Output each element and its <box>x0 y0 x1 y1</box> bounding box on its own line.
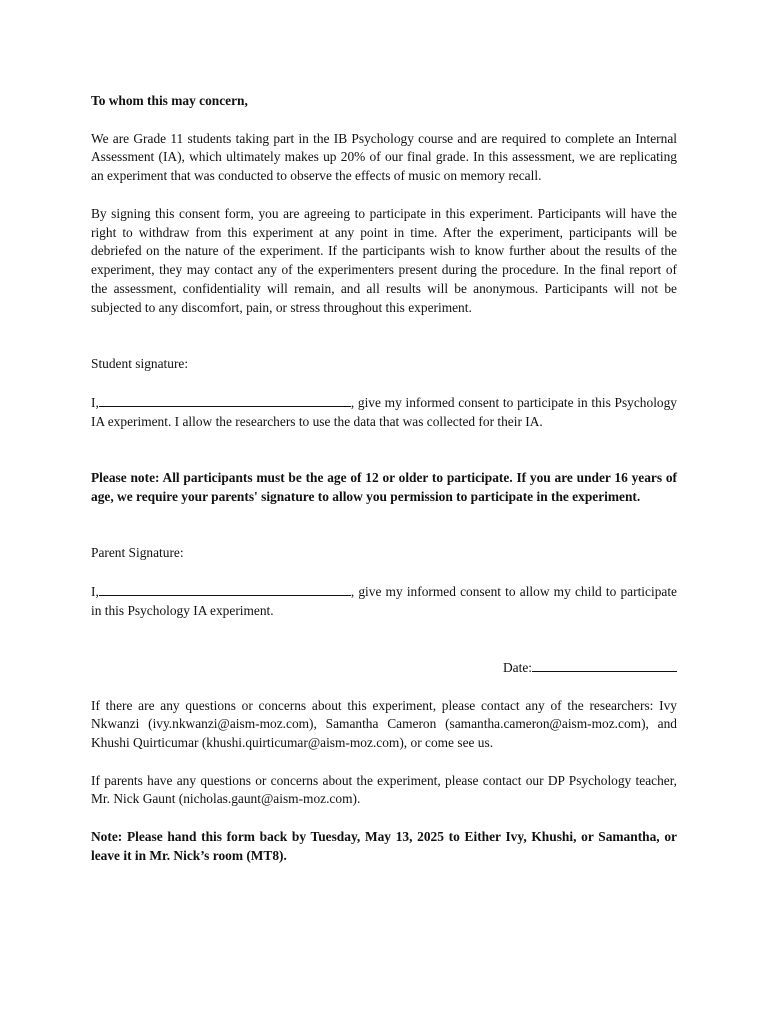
greeting: To whom this may concern, <box>91 93 248 108</box>
student-name-field[interactable] <box>99 393 351 407</box>
date-row <box>91 658 677 678</box>
student-statement-text: , give my informed consent to participate in this Psychology IA experiment. I allow the researchers to use the data that was collected for their IA. <box>91 394 677 429</box>
teacher-contact: If parents have any questions or concerns about the experiment, please contact our DP Psychology teacher, Mr. Nick Gaunt (nicholas.gaunt@aism-moz.com). <box>91 772 677 807</box>
intro-paragraph: We are Grade 11 students taking part in the IB Psychology course and are required to complete an Internal Assessment (IA), which ultimately makes up 20% of our final grade. In this assessment, we are replicating an experiment that was conducted to observe the effects of music on memory recall. <box>91 130 677 184</box>
consent-form <box>91 92 677 866</box>
parent-signature-label: Parent Signature: <box>91 545 184 561</box>
date-field[interactable] <box>532 658 677 672</box>
researcher-contacts: If there are any questions or concerns about this experiment, please contact any of the researchers: Ivy Nkwanzi (ivy.nkwanzi@aism-moz.com), Samantha Cameron (samantha.cameron@aism-moz.com), and Khushi Quirticumar (khushi.quirticumar@aism-moz.com), or come see us. <box>91 697 677 751</box>
consent-info-paragraph: By signing this consent form, you are agreeing to participate in this experiment. Participants will have the right to withdraw from this experiment at any point in time. After the experiment, participants will be debriefed on the nature of the experiment. If the participants wish to know further about the results of the experiment, they may contact any of the experimenters present during the procedure. In the final report of the assessment, confidentiality will remain, and all results will be anonymous. Participants will not be subjected to any discomfort, pain, or stress throughout this experiment. <box>91 205 677 315</box>
return-note: Note: Please hand this form back by Tuesday, May 13, 2025 to Either Ivy, Khushi, or Samantha, or leave it in Mr. Nick’s room (MT8). <box>91 829 677 863</box>
parent-name-field[interactable] <box>99 582 351 596</box>
student-signature-label: Student signature: <box>91 356 189 372</box>
date-label: Date: <box>503 659 532 675</box>
parent-prefix: I, <box>91 583 99 599</box>
student-prefix: I, <box>91 394 99 410</box>
parent-statement-text: , give my informed consent to allow my child to participate in this Psychology IA experiment. <box>91 583 677 618</box>
parent-consent-statement <box>91 582 677 621</box>
age-requirement-note: Please note: All participants must be the age of 12 or older to participate. If you are under 16 years of age, we require your parents' signature to allow you permission to participate in the experiment. <box>91 469 677 504</box>
student-consent-statement <box>91 393 677 432</box>
